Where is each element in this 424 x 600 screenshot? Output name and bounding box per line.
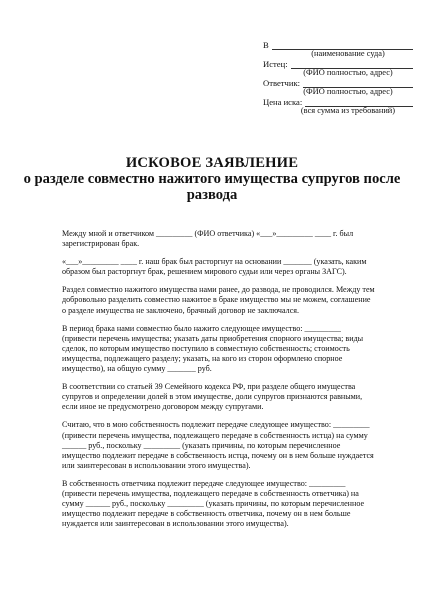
body-line: Считаю, что в мою собственность подлежит передаче следующее имущество: _________ (62, 420, 370, 430)
body-line: В соответствии со статьей 39 Семейного кодекса РФ, при разделе общего имущества (62, 382, 356, 392)
body-line: ______ руб., поскольку _________ (указать причины, по которым перечисленное (62, 440, 341, 450)
paragraph-family-code-article (62, 382, 362, 412)
body-line: Раздел совместно нажитого имущества нами ранее, до развода, не проводился. Между тем (62, 285, 375, 295)
paragraph-marriage-registration (62, 229, 362, 249)
body-line: о разделе имущества не заключено, брачный договор не заключался. (62, 305, 300, 315)
paragraph-no-prior-division (62, 285, 375, 315)
body-line: (привести перечень имущества, подлежащего передаче в собственность ответчика) на (62, 488, 359, 498)
court-label: В (263, 39, 269, 50)
paragraph-acquired-property (62, 324, 362, 374)
body-line: имущество подлежит передаче в собственность истца, почему он в нем больше нуждается (62, 450, 374, 460)
body-line: имущество подлежит передаче в собственность ответчика, почему он в нем больше (62, 509, 351, 519)
body-line: нуждается или заинтересован в использовании этого имущества). (62, 519, 289, 529)
body-line: образом был расторгнут брак, решением мирового судьи или через органы ЗАГС). (62, 267, 347, 277)
plaintiff-label: Истец: (263, 58, 288, 69)
defendant-label: Ответчик: (263, 77, 301, 88)
body-line: зарегистрирован брак. (62, 239, 140, 249)
body-line: сумму ______ руб., поскольку _________ (указать причины, по которым перечисленное (62, 499, 365, 509)
body-line: (привести перечень имущества; указать даты приобретения спорного имущества; виды (62, 333, 364, 343)
body-line: или заинтересован в использовании этого имущества). (62, 460, 251, 470)
body-line: имущество), на общую сумму _______ руб. (62, 364, 212, 374)
document-subtitle-line-1: о разделе совместно нажитого имущества супругов после (23, 171, 401, 187)
document-body (62, 229, 375, 537)
body-line: супругов и определении долей в этом имуществе, доли супругов признаются равными, (62, 392, 363, 402)
body-line: В собственность ответчика подлежит передаче следующее имущество: _________ (62, 478, 346, 488)
body-line: «___»_________ ____ г. наш брак был расторгнут на основании _______ (указать, каким (62, 257, 367, 267)
paragraph-defendant-share (62, 478, 365, 529)
document-subtitle-line-2: развода (186, 187, 238, 203)
body-line: если иное не предусмотрено договором между супругами. (62, 402, 264, 412)
paragraph-plaintiff-share (62, 420, 374, 470)
court-note: (наименование суда) (311, 48, 385, 58)
plaintiff-note: (ФИО полностью, адрес) (303, 67, 393, 77)
body-line: сделок, по которым имущество поступило в совместную собственность; стоимость (62, 343, 350, 353)
body-line: имущества, подлежащего разделу; указать, на кого из сторон оформлено спорное (62, 353, 343, 363)
price-note: (вся сумма из требований) (300, 105, 396, 115)
body-line: В период брака нами совместно было нажито следующее имущество: _________ (62, 323, 341, 333)
body-line: Между мной и ответчиком _________ (ФИО ответчика) «___»_________ ____ г. был (62, 229, 354, 238)
price-label: Цена иска: (263, 96, 303, 107)
document-title: ИСКОВОЕ ЗАЯВЛЕНИЕ (125, 155, 299, 171)
court-header-block (263, 40, 413, 116)
paragraph-divorce (62, 257, 367, 277)
defendant-note: (ФИО полностью, адрес) (303, 86, 393, 96)
body-line: добровольно разделить совместно нажитое в браке имущество мы не можем, соглашение (62, 295, 371, 305)
body-line: (привести перечень имущества, подлежащего передаче в собственность истца) на сумму (62, 430, 368, 440)
